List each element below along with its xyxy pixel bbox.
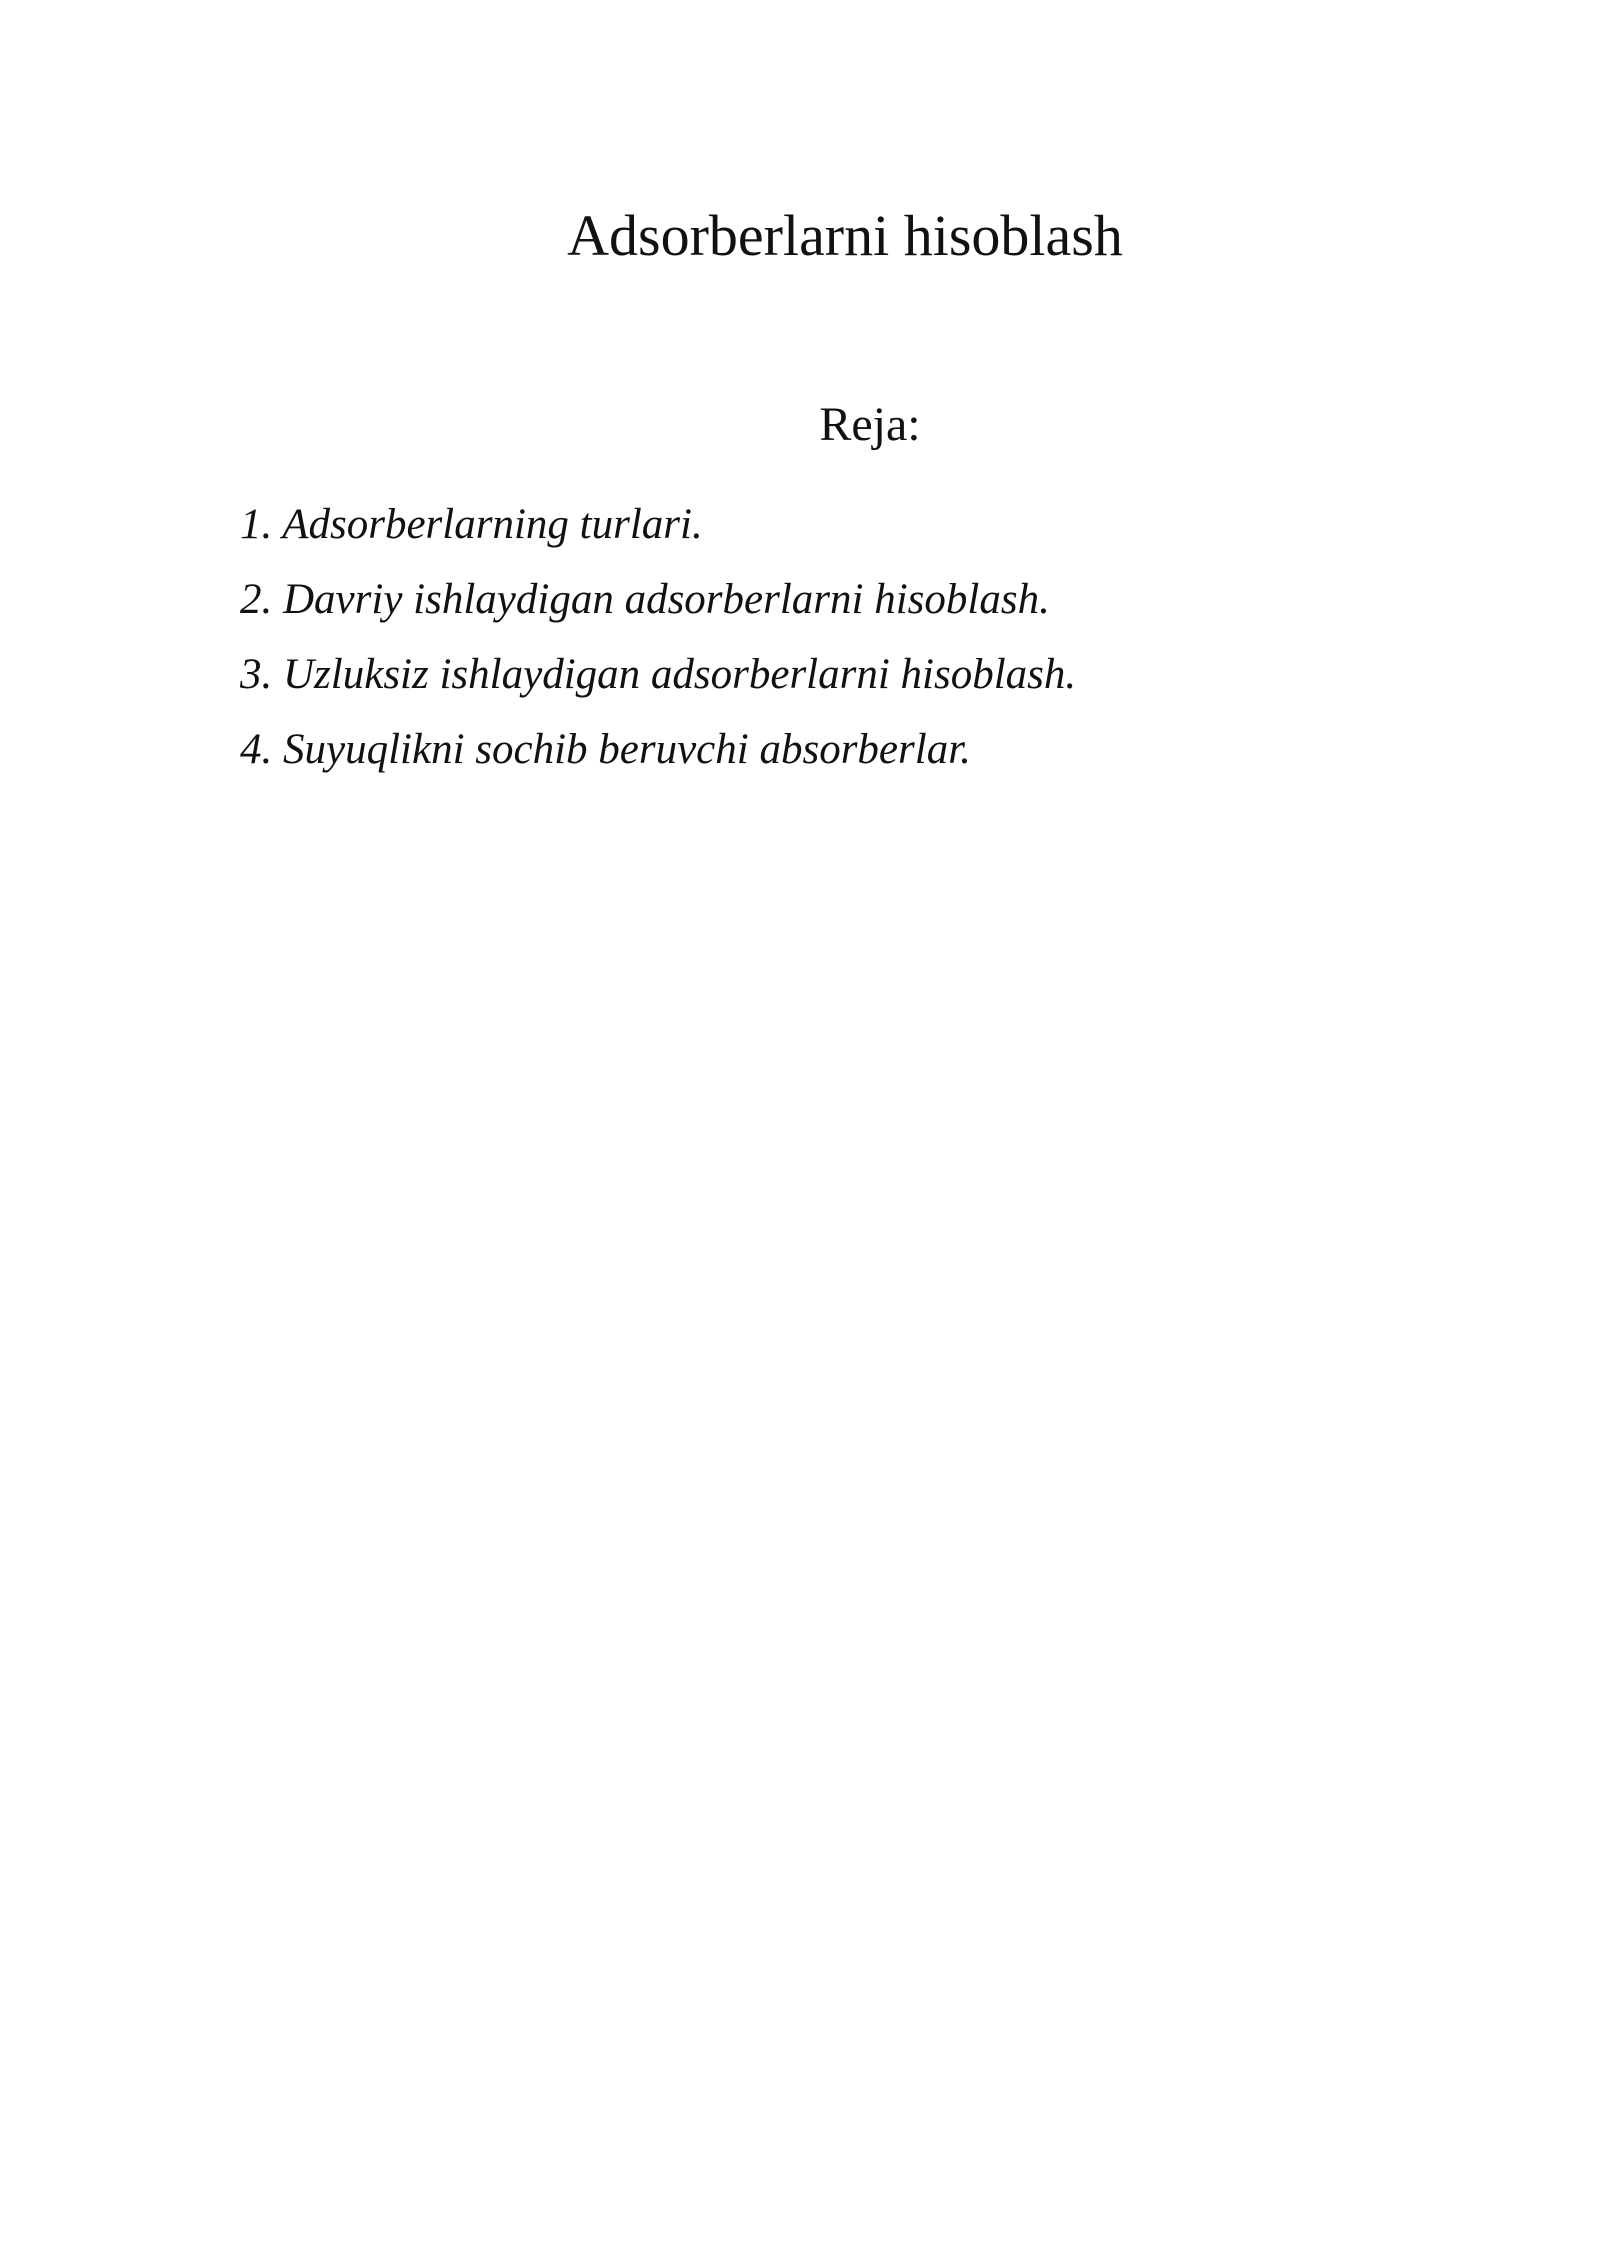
plan-item-3: 3. Uzluksiz ishlaydigan adsorberlarni hisoblash. (240, 651, 1077, 698)
plan-item-4: 4. Suyuqlikni sochib beruvchi absorberlar. (240, 726, 971, 773)
document-title: Adsorberlarni hisoblash (567, 203, 1123, 268)
plan-item-2: 2. Davriy ishlaydigan adsorberlarni hisoblash. (240, 576, 1050, 623)
plan-list (240, 500, 1440, 800)
plan-heading: Reja: (819, 398, 921, 451)
plan-item-1: 1. Adsorberlarning turlari. (240, 501, 703, 548)
